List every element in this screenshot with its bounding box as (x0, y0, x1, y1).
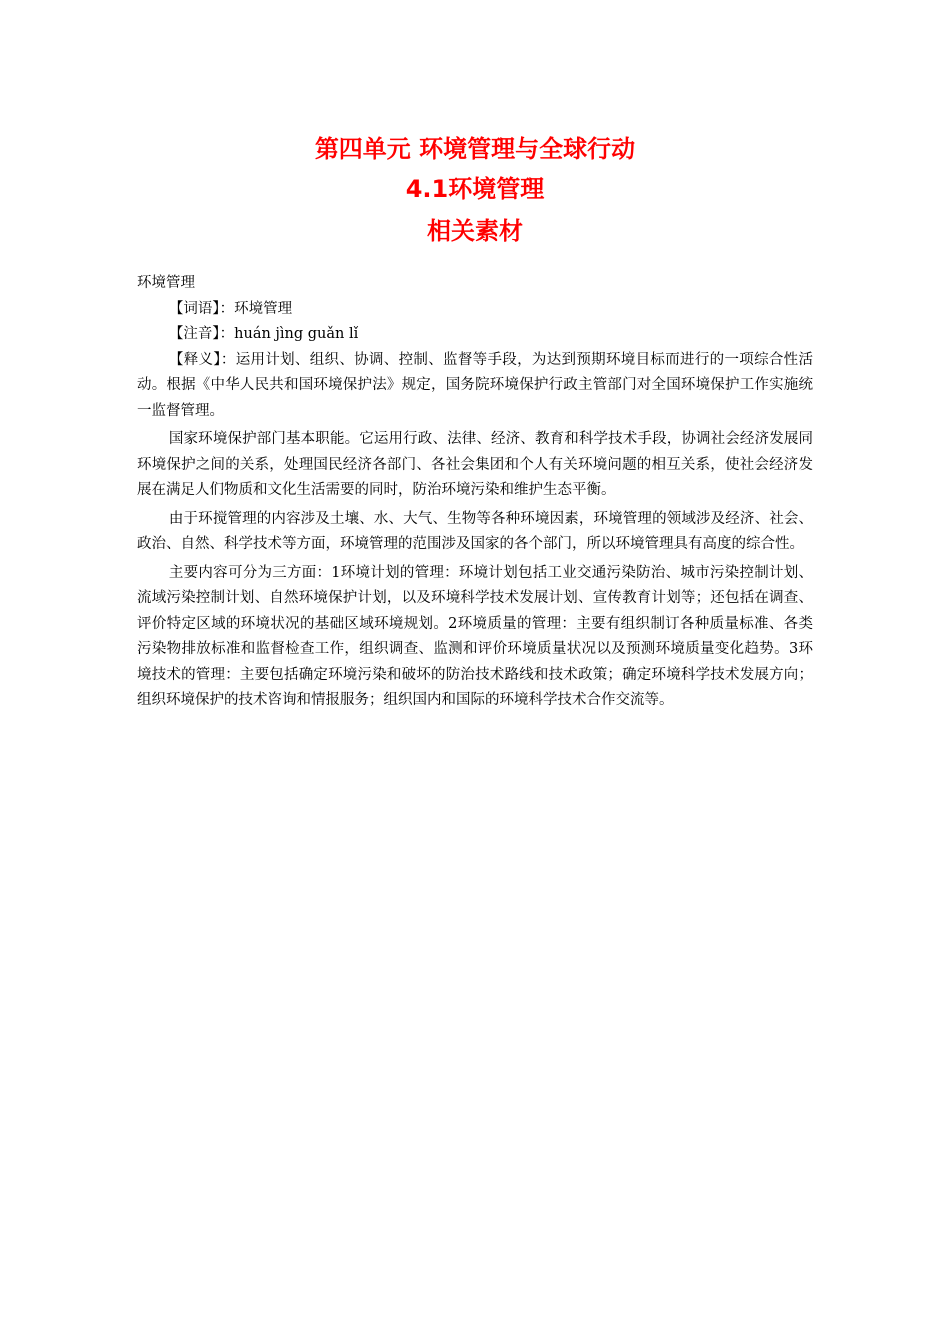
entry-definition: 【释义】：运用计划、组织、协调、控制、监督等手段，为达到预期环境目标而进行的一项综合性活动。根据《中华人民共和国环境保护法》规定，国务院环境保护行政主管部门对全国环境保护工作实施统一监督管理。 (137, 351, 813, 419)
paragraph: 国家环境保护部门基本职能。它运用行政、法律、经济、教育和科学技术手段，协调社会经济发展同环境保护之间的关系，处理国民经济各部门、各社会集团和个人有关环境问题的相互关系，使社会经济发展在满足人们物质和文化生活需要的同时，防治环境污染和维护生态平衡。 (137, 431, 813, 498)
title-block (0, 130, 950, 250)
paragraph: 主要内容可分为三方面：1环境计划的管理：环境计划包括工业交通污染防治、城市污染控制计划、流域污染控制计划、自然环境保护计划，以及环境科学技术发展计划、宣传教育计划等；还包括在调查、评价特定区域的环境状况的基础区域环境规划。2环境质量的管理：主要有组织制订各种质量标准、各类污染物排放标准和监督检查工作，组织调查、监测和评价环境质量状况以及预测环境质量变化趋势。3环境技术的管理：主要包括确定环境污染和破坏的防治技术路线和技术政策；确定环境科学技术发展方向；组织环境保护的技术咨询和情报服务；组织国内和国际的环境科学技术合作交流等。 (137, 564, 813, 708)
entry-pinyin: 【注音】：huán jìng guǎn lǐ (168, 326, 359, 342)
section-title: 4.1环境管理 (405, 175, 545, 203)
paragraph: 由于环搅管理的内容涉及土壤、水、大气、生物等各种环境因素，环境管理的领域涉及经济、社会、政治、自然、科学技术等方面，环境管理的范围涉及国家的各个部门，所以环境管理具有高度的综合性。 (137, 510, 813, 552)
unit-title: 第四单元 环境管理与全球行动 (314, 135, 636, 163)
entry-word: 【词语】：环境管理 (168, 300, 293, 317)
section-heading: 环境管理 (137, 275, 195, 291)
material-subtitle: 相关素材 (427, 217, 523, 245)
document-body (137, 271, 813, 714)
